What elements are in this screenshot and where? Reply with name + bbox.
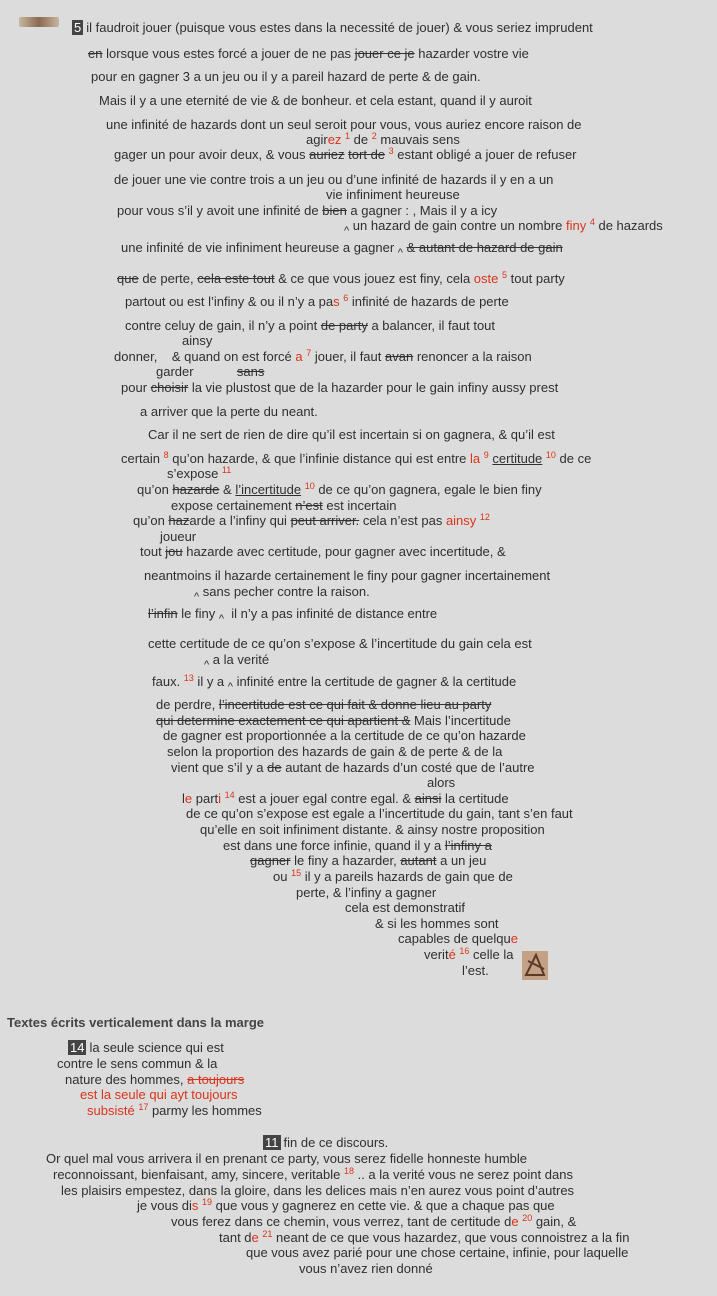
insertion-caret: ^: [204, 659, 210, 671]
section-marker-11: 11: [265, 1135, 279, 1150]
text-line: $_{\^{}}$ a la verité: [204, 652, 270, 671]
text-line: qui determine exactement ce qui apartient & Mais l’incertitude: [156, 713, 511, 728]
text-line: certain $^8$ qu’on hazarde, & que l’infinie distance qui est entre la $^9$ certitude $^{10}$ de ce: [121, 450, 592, 466]
text-line: ainsy: [182, 333, 213, 348]
text-line: vient que s’il y a de autant de hazards d’un costé que de l’autre: [171, 760, 535, 775]
text-line: $_{\^{}}$ sans pecher contre la raison.: [194, 584, 370, 603]
text-line: une infinité de vie infiniment heureuse a gagner $_{\^{}}$ & autant de hazard de gain: [121, 240, 563, 259]
text-line: vous n’avez rien donné: [299, 1261, 433, 1276]
text-line: est la seule qui ayt toujours: [80, 1087, 238, 1102]
text-line: vous ferez dans ce chemin, vous verrez, tant de certitude de $^{20}$ gain, &: [171, 1213, 577, 1229]
text-line: expose certainement n’est est incertain: [171, 498, 397, 513]
text-line: neantmoins il hazarde certainement le finy pour gagner incertainement: [144, 568, 551, 583]
text-line: qu’elle en soit infiniment distante. & ainsy nostre proposition: [200, 822, 545, 837]
section-heading: Textes écrits verticalement dans la marge: [7, 1015, 264, 1030]
insertion-caret: ^: [194, 591, 200, 603]
text-line: de perdre, l’incertitude est ce qui fait & donne lieu au party: [156, 697, 492, 712]
text-line: pour en gagner 3 a un jeu ou il y a pareil hazard de perte & de gain.: [91, 69, 481, 84]
text-line: 14 la seule science qui est: [70, 1040, 224, 1055]
text-line: cette certitude de ce qu’on s’expose & l’incertitude du gain cela est: [148, 636, 532, 651]
text-line: Car il ne sert de rien de dire qu’il est incertain si on gagnera, & qu’il est: [148, 427, 555, 442]
text-line: partout ou est l’infiny & ou il n’y a pas $^6$ infinité de hazards de perte: [125, 293, 509, 309]
text-line: 5 il faudroit jouer (puisque vous estes dans la necessité de jouer) & vous seriez imprudent: [74, 20, 593, 35]
text-line: le parti $^{14}$ est a jouer egal contre egal. & ainsi la certitude: [182, 790, 509, 806]
manuscript-fragment-image: [19, 17, 59, 27]
text-line: agirez $^1$ de $^2$ mauvais sens: [306, 131, 460, 147]
text-line: gagner le finy a hazarder, autant a un jeu: [250, 853, 487, 868]
text-line: $_{\^{}}$ un hazard de gain contre un nombre finy $^4$ de hazards: [344, 217, 663, 237]
text-line: qu’on hazarde & l’incertitude $^{10}$ de ce qu’on gagnera, egale le bien finy: [137, 481, 542, 497]
text-line: vie infiniment heureuse: [326, 187, 460, 202]
text-line: que de perte, cela este tout & ce que vous jouez est finy, cela oste $^5$ tout party: [117, 270, 565, 286]
text-line: Mais il y a une eternité de vie & de bonheur. et cela estant, quand il y auroit: [99, 93, 532, 108]
text-line: de ce qu’on s’expose est egale a l’incertitude du gain, tant s’en faut: [186, 806, 573, 821]
text-line: est dans une force infinie, quand il y a l’infiny a: [223, 838, 492, 853]
text-line: gager un pour avoir deux, & vous auriez tort de $^3$ estant obligé a jouer de refuser: [114, 146, 577, 162]
text-line: pour vous s’il y avoit une infinité de bien a gagner : , Mais il y a icy: [117, 203, 498, 218]
text-line: donner, & quand on est forcé a $^7$ jouer, il faut avan renoncer a la raison: [114, 348, 532, 364]
text-line: de gagner est proportionnée a la certitude de ce qu’on hazarde: [163, 728, 526, 743]
text-line: qu’on hazarde a l’infiny qui peut arriver. cela n’est pas ainsy $^{12}$: [133, 512, 490, 528]
text-line: selon la proportion des hazards de gain & de perte & de la: [167, 744, 503, 759]
text-line: contre celuy de gain, il n’y a point de party a balancer, il faut tout: [125, 318, 496, 333]
text-line: s’expose $^{11}$: [167, 465, 232, 481]
text-line: capables de quelque: [398, 931, 518, 946]
text-line: subsisté $^{17}$ parmy les hommes: [87, 1102, 262, 1118]
text-line: & si les hommes sont: [375, 916, 499, 931]
text-line: cela est demonstratif: [345, 900, 465, 915]
insertion-caret: ^: [397, 247, 403, 259]
symbol-icon: [522, 951, 548, 980]
manuscript-symbol-image: [522, 951, 548, 980]
text-line: Or quel mal vous arrivera il en prenant ce party, vous serez fidelle honneste humble: [46, 1151, 528, 1166]
text-line: les plaisirs empestez, dans la gloire, dans les delices mais n’en aurez vous point d’autres: [61, 1183, 575, 1198]
section-marker-14: 14: [70, 1040, 85, 1055]
text-line: pour choisir la vie plustost que de la hazarder pour le gain infiny aussy prest: [121, 380, 559, 395]
text-line: a arriver que la perte du neant.: [140, 404, 318, 419]
text-line: tout jou hazarde avec certitude, pour gagner avec incertitude, &: [140, 544, 506, 559]
section-marker-5: 5: [74, 20, 82, 35]
text-line: ou $^{15}$ il y a pareils hazards de gain que de: [273, 868, 513, 884]
text-line: perte, & l’infiny a gagner: [296, 885, 437, 900]
insertion-caret: ^: [218, 613, 224, 625]
text-line: alors: [427, 775, 456, 790]
text-line: contre le sens commun & la: [57, 1056, 218, 1071]
text-line: faux. $^{13}$ il y a $_{\^{}}$ infinité entre la certitude de gagner & la certitude: [152, 673, 517, 693]
text-line: l’infin le finy $_{\^{}}$ il n’y a pas infinité de distance entre: [148, 606, 438, 625]
insertion-caret: ^: [227, 681, 233, 693]
text-line: que vous avez parié pour une chose certaine, infinie, pour laquelle: [246, 1245, 629, 1260]
text-line: en lorsque vous estes forcé a jouer de ne pas jouer ce je hazarder vostre vie: [88, 46, 529, 61]
text-line: de jouer une vie contre trois a un jeu ou d’une infinité de hazards il y en a un: [114, 172, 554, 187]
text-line: nature des hommes, a toujours: [65, 1072, 245, 1087]
text-line: joueur: [160, 529, 197, 544]
text-line: l’est.: [462, 963, 489, 978]
text-line: je vous dis $^{19}$ que vous y gagnerez en cette vie. & que a chaque pas que: [137, 1197, 555, 1213]
text-line: une infinité de hazards dont un seul seroit pour vous, vous auriez encore raison de: [106, 117, 582, 132]
insertion-caret: ^: [344, 225, 350, 237]
text-line: verité $^{16}$ celle la: [424, 946, 514, 962]
text-line: garder sans: [156, 364, 265, 379]
text-line: 11 fin de ce discours.: [265, 1135, 389, 1150]
text-line: tant de $^{21}$ neant de ce que vous hazardez, que vous connoistrez a la fin: [219, 1229, 630, 1245]
text-line: reconnoissant, bienfaisant, amy, sincere, veritable $^{18}$ .. a la verité vous ne serez point dans: [53, 1166, 573, 1182]
